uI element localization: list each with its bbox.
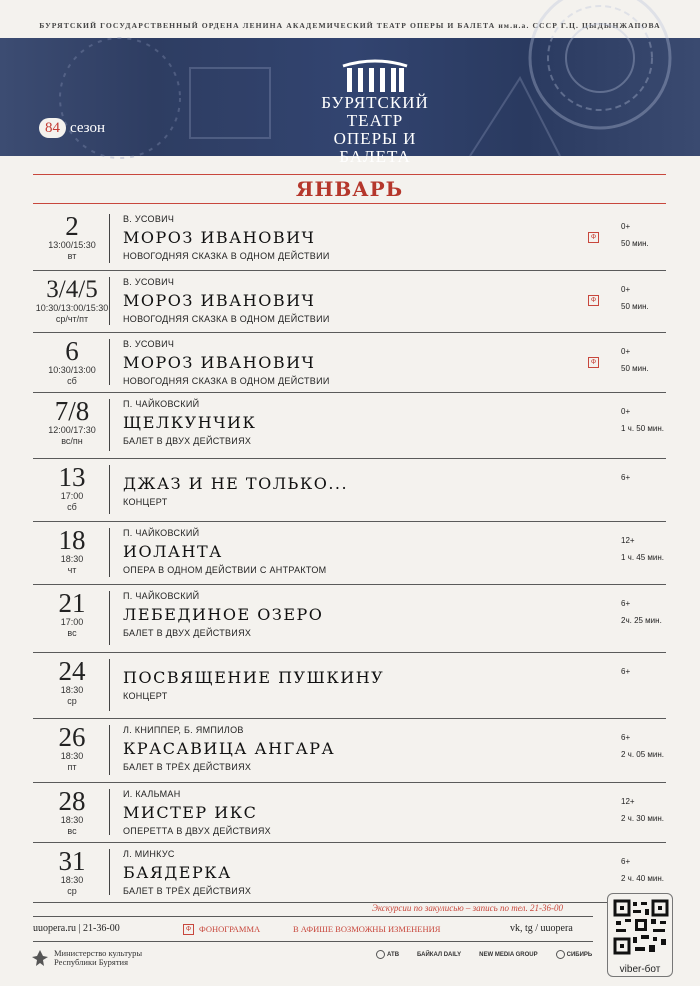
event-weekday: ср	[67, 696, 77, 706]
event-duration: 50 мин.	[621, 364, 649, 373]
event-row[interactable]	[33, 393, 666, 459]
month-header	[33, 174, 666, 204]
event-subtitle: БАЛЕТ В ТРЁХ ДЕЙСТВИЯХ	[123, 762, 252, 772]
event-weekday: ср/чт/пт	[55, 314, 89, 324]
event-duration: 1 ч. 50 мин.	[621, 424, 665, 433]
changes-note: В АФИШЕ ВОЗМОЖНЫ ИЗМЕНЕНИЯ	[293, 924, 441, 934]
event-time: 10:30/13:00/15:30	[35, 303, 109, 313]
event-time: 17:00	[60, 491, 84, 501]
event-weekday: сб	[67, 502, 77, 512]
date-divider	[109, 277, 110, 325]
event-age-rating: 6+	[621, 599, 631, 608]
event-weekday: пт	[67, 762, 77, 772]
social-links[interactable]: vk, tg / uuopera	[510, 923, 573, 934]
event-row[interactable]	[33, 333, 666, 393]
phonogram-icon: Ф	[588, 232, 599, 243]
org-name: БУРЯТСКИЙ ГОСУДАРСТВЕННЫЙ ОРДЕНА ЛЕНИНА АКАДЕМИЧЕСКИЙ ТЕАТР ОПЕРЫ И БАЛЕТА им.н.а. СССР Г.Ц. ЦЫДЫНЖАПОВА	[39, 21, 661, 30]
event-time: 17:00	[60, 617, 84, 627]
event-weekday: вс/пн	[61, 436, 83, 446]
event-age-rating: 12+	[621, 536, 635, 545]
event-row[interactable]	[33, 271, 666, 333]
event-duration: 50 мин.	[621, 239, 649, 248]
event-author: П. ЧАЙКОВСКИЙ	[123, 528, 200, 538]
date-divider	[109, 659, 110, 711]
event-age-rating: 6+	[621, 473, 631, 482]
event-subtitle: НОВОГОДНЯЯ СКАЗКА В ОДНОМ ДЕЙСТВИИ	[123, 314, 330, 324]
event-subtitle: КОНЦЕРТ	[123, 691, 168, 701]
date-divider	[109, 849, 110, 895]
event-age-rating: 12+	[621, 797, 635, 806]
event-time: 13:00/15:30	[48, 240, 96, 250]
event-author: И. КАЛЬМАН	[123, 789, 181, 799]
event-row[interactable]	[33, 585, 666, 653]
event-time: 18:30	[60, 875, 84, 885]
event-row[interactable]	[33, 719, 666, 783]
event-date	[33, 724, 111, 773]
theatre-logo	[300, 60, 450, 166]
event-date	[33, 848, 111, 897]
event-date	[33, 527, 111, 576]
date-divider	[109, 725, 110, 775]
event-date	[33, 276, 111, 325]
event-duration: 2 ч. 05 мин.	[621, 750, 665, 759]
event-time: 18:30	[60, 554, 84, 564]
event-title[interactable]: ПОСВЯЩЕНИЕ ПУШКИНУ	[123, 668, 385, 687]
season-badge	[39, 118, 105, 138]
event-day: 6	[65, 336, 79, 366]
event-title[interactable]: ЩЕЛКУНЧИК	[123, 413, 257, 432]
event-time: 18:30	[60, 751, 84, 761]
event-day: 28	[58, 786, 86, 816]
sponsor-baikal-daily-logo: БАЙКАЛ DAILY	[417, 951, 462, 958]
event-author: В. УСОВИЧ	[123, 277, 175, 287]
event-title[interactable]: КРАСАВИЦА АНГАРА	[123, 739, 336, 758]
date-divider	[109, 528, 110, 577]
event-date	[33, 213, 111, 262]
event-row[interactable]	[33, 783, 666, 843]
event-title[interactable]: МОРОЗ ИВАНОВИЧ	[123, 353, 316, 372]
event-day: 3/4/5	[46, 276, 98, 303]
event-author: В. УСОВИЧ	[123, 339, 175, 349]
event-day: 26	[58, 722, 86, 752]
event-title[interactable]: ИОЛАНТА	[123, 542, 223, 561]
date-divider	[109, 465, 110, 514]
season-label: сезон	[70, 119, 106, 136]
viber-qr[interactable]	[607, 893, 673, 977]
event-duration: 50 мин.	[621, 302, 649, 311]
event-day: 31	[58, 846, 86, 876]
month-title: ЯНВАРЬ	[295, 177, 404, 201]
sponsors	[376, 950, 592, 959]
event-weekday: сб	[67, 376, 77, 386]
ministry-line-2: Республики Бурятия	[54, 957, 129, 967]
event-duration: 2 ч. 40 мин.	[621, 874, 665, 883]
logo-line-1: БУРЯТСКИЙ ТЕАТР	[321, 93, 429, 130]
sponsor-new-media-group-logo: NEW MEDIA GROUP	[479, 951, 538, 958]
ministry-logo	[30, 948, 142, 968]
event-date	[33, 590, 111, 639]
phonogram-icon: Ф	[183, 924, 194, 935]
event-age-rating: 0+	[621, 285, 631, 294]
event-row[interactable]	[33, 208, 666, 271]
event-day: 13	[58, 462, 86, 492]
date-divider	[109, 214, 110, 263]
event-age-rating: 6+	[621, 733, 631, 742]
event-weekday: ср	[67, 886, 77, 896]
event-age-rating: 0+	[621, 347, 631, 356]
event-age-rating: 6+	[621, 667, 631, 676]
event-author: Л. МИНКУС	[123, 849, 175, 859]
event-time: 10:30/13:00	[48, 365, 96, 375]
qr-code-icon	[613, 899, 669, 955]
sponsor-sibir-logo: СИБИРЬ	[556, 950, 593, 959]
event-subtitle: ОПЕРЕТТА В ДВУХ ДЕЙСТВИЯХ	[123, 826, 271, 836]
excursion-note: Экскурсии по закулисью – запись по тел. 21-36-00	[372, 903, 563, 913]
event-time: 18:30	[60, 685, 84, 695]
event-day: 24	[58, 656, 86, 686]
ministry-line-1: Министерство культуры	[54, 948, 143, 958]
phonogram-legend: ФОНОГРАММА	[199, 924, 261, 934]
event-weekday: вс	[67, 826, 77, 836]
event-title[interactable]: ЛЕБЕДИНОЕ ОЗЕРО	[123, 605, 324, 624]
event-weekday: вс	[67, 628, 77, 638]
divider	[33, 916, 593, 917]
event-author: Л. КНИППЕР, Б. ЯМПИЛОВ	[123, 725, 244, 735]
date-divider	[109, 591, 110, 645]
event-day: 7/8	[54, 396, 90, 426]
event-duration: 1 ч. 45 мин.	[621, 553, 665, 562]
event-subtitle: НОВОГОДНЯЯ СКАЗКА В ОДНОМ ДЕЙСТВИИ	[123, 376, 330, 386]
event-day: 18	[58, 525, 86, 555]
event-row[interactable]	[33, 459, 666, 522]
sponsor-atv-logo: АТВ	[376, 950, 399, 959]
event-row[interactable]	[33, 653, 666, 719]
event-age-rating: 6+	[621, 857, 631, 866]
event-date	[33, 338, 111, 387]
event-duration: 2ч. 25 мин.	[621, 616, 662, 625]
event-time: 12:00/17:30	[48, 425, 96, 435]
event-weekday: вт	[67, 251, 77, 261]
site-phone[interactable]: uuopera.ru | 21-36-00	[33, 923, 120, 934]
event-subtitle: БАЛЕТ В ДВУХ ДЕЙСТВИЯХ	[123, 628, 252, 638]
event-day: 21	[58, 588, 86, 618]
event-date	[33, 464, 111, 513]
event-subtitle: БАЛЕТ В ТРЁХ ДЕЙСТВИЯХ	[123, 886, 252, 896]
event-date	[33, 398, 111, 447]
event-subtitle: БАЛЕТ В ДВУХ ДЕЙСТВИЯХ	[123, 436, 252, 446]
event-author: П. ЧАЙКОВСКИЙ	[123, 591, 200, 601]
event-subtitle: НОВОГОДНЯЯ СКАЗКА В ОДНОМ ДЕЙСТВИИ	[123, 251, 330, 261]
event-title[interactable]: МИСТЕР ИКС	[123, 803, 258, 822]
phonogram-icon: Ф	[588, 295, 599, 306]
date-divider	[109, 789, 110, 835]
emblem-icon	[30, 948, 50, 968]
colonnade-icon	[341, 60, 409, 94]
season-number: 84	[39, 118, 66, 138]
banner	[0, 38, 700, 166]
event-author: В. УСОВИЧ	[123, 214, 175, 224]
org-header-strip	[0, 0, 700, 38]
event-time: 18:30	[60, 815, 84, 825]
event-subtitle: ОПЕРА В ОДНОМ ДЕЙСТВИИ С АНТРАКТОМ	[123, 565, 327, 575]
event-title[interactable]: БАЯДЕРКА	[123, 863, 232, 882]
event-day: 2	[65, 211, 79, 241]
event-weekday: чт	[67, 565, 77, 575]
event-duration: 2 ч. 30 мин.	[621, 814, 665, 823]
date-divider	[109, 339, 110, 385]
event-row[interactable]	[33, 522, 666, 585]
event-title[interactable]: МОРОЗ ИВАНОВИЧ	[123, 228, 316, 247]
phonogram-icon: Ф	[588, 357, 599, 368]
event-age-rating: 0+	[621, 407, 631, 416]
date-divider	[109, 399, 110, 451]
viber-bot-label: viber-бот	[619, 964, 661, 975]
event-author: П. ЧАЙКОВСКИЙ	[123, 399, 200, 409]
event-date	[33, 658, 111, 707]
event-date	[33, 788, 111, 837]
event-title[interactable]: МОРОЗ ИВАНОВИЧ	[123, 291, 316, 310]
event-row[interactable]	[33, 843, 666, 903]
event-subtitle: КОНЦЕРТ	[123, 497, 168, 507]
event-age-rating: 0+	[621, 222, 631, 231]
logo-line-2: ОПЕРЫ И БАЛЕТА	[333, 129, 417, 166]
event-title[interactable]: ДЖАЗ И НЕ ТОЛЬКО...	[123, 474, 349, 493]
divider	[33, 941, 593, 942]
